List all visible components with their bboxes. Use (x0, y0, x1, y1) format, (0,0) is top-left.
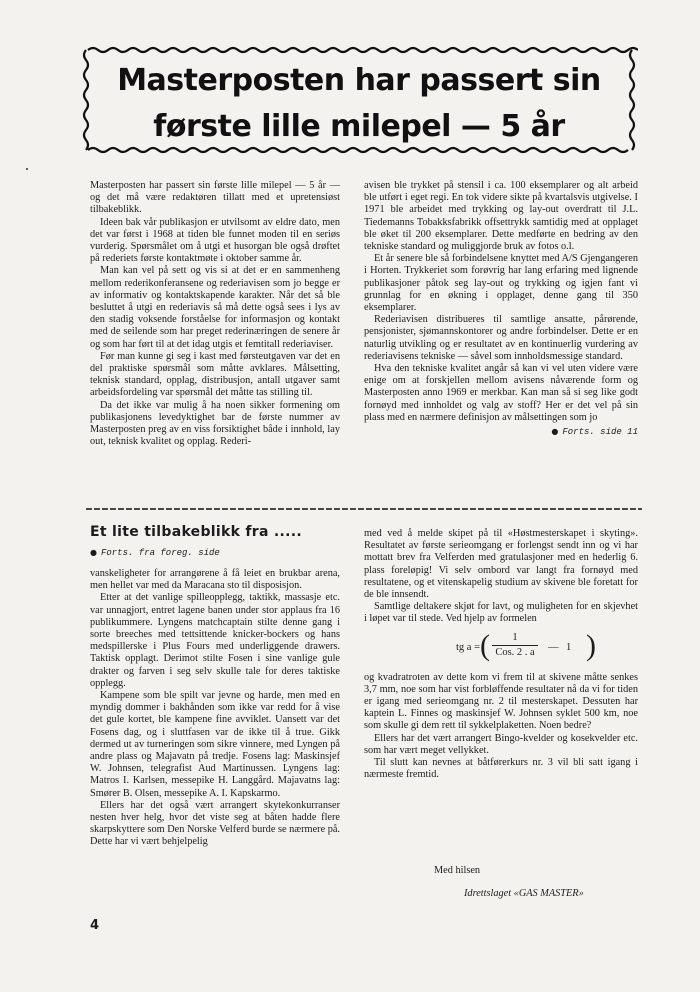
paragraph: og kvadratroten av dette kom vi frem til at skivene måtte senkes 3,7 mm, noe som har vist forbløffende resultater nå da vi for tiden er igang med serieomgang nr. 2 til mesterskapet. Dessuten har kaptein L. Finnes og maskinsjef W. Johnsen syklet 500 km, noe som skulle gi dem rett til sykkelplaketten. Noen bedre? (364, 671, 638, 732)
signoff-greeting: Med hilsen (434, 865, 481, 876)
title-frame (80, 44, 638, 156)
bullet-icon: ● (90, 548, 97, 557)
paragraph: Ideen bak vår publikasjon er utvilsomt av eldre dato, men det var først i 1968 at tiden ble funnet moden til en seriøs vurderig. Spørsmålet om å utgi et husorgan ble også drøftet på rederiets første kontaktmøte i oktober samme år. (90, 216, 340, 265)
continued-from-text: Forts. fra foreg. side (100, 548, 220, 558)
paragraph: vanskeligheter for arrangørene å få leiet en brukbar arena, men hellet var med da Maracana sto til disposisjon. (90, 568, 340, 592)
page-number: 4 (90, 918, 100, 933)
paragraph: Masterposten har passert sin første lille milepel — 5 år — og det må være redaktøren tillatt med et upretensiøst tilbakeblikk. (90, 180, 340, 216)
paragraph: Samtlige deltakere skjøt for lavt, og muligheten for en skjevhet i løpet var til stede. Ved hjelp av formelen (364, 601, 638, 625)
formula-denominator: Cos. 2 . a (495, 646, 535, 658)
formula-minus: — (548, 641, 559, 653)
signoff (434, 864, 634, 900)
open-paren-icon: ( (480, 628, 490, 662)
article-column-1 (90, 180, 340, 448)
continued-from-note (90, 548, 340, 558)
paragraph: Man kan vel på sett og vis si at det er en sammenheng mellom rederikonferansene og rederiavisen som jo begge er av informativ og kontaktskapende karakter. Når det så ble besluttet å utgi en rederiavis så må dette også sees i lys av den stadig voksende forståelse for informasjon og kontakt med de seilende som har preget rederinæringen de senere år og som har ført til at det idag utgis et femtitall rederiaviser. (90, 265, 340, 350)
formula (364, 630, 638, 666)
continued-note (364, 426, 638, 438)
paragraph: avisen ble trykket på stensil i ca. 100 eksemplarer og alt arbeid ble utført i eget regi. En tok videre sikte på kvartalsvis utgivelse. I 1971 ble arbeidet med trykking og lay-out overdratt til J.L. Tiedemanns Tobakksfabrikk offsettrykk samtidig med at opplaget ble øket til 200 eksemplarer. Dette medførte en bedring av den tekniske standard og muliggjorde bruk av fotos o.l. (364, 180, 638, 253)
article2-column-2 (364, 528, 638, 781)
formula-one: 1 (566, 641, 572, 653)
title-line-1: Masterposten har passert sin (117, 63, 601, 98)
continued-text: Forts. side 11 (562, 427, 638, 438)
close-paren-icon: ) (586, 628, 596, 662)
paragraph: Rederiavisen distribueres til samtlige ansatte, pårørende, pensjonister, sjømannskontorer og andre forbindelser. Dette er en naturlig utvikling og er resultatet av en kontinuerlig vurdering av rederiavisens tekniske — såvel som innholdsmessige standard. (364, 314, 638, 362)
paragraph: Et år senere ble så forbindelsene knyttet med A/S Gjengangeren i Horten. Trykkeriet som forøvrig har lang erfaring med lignende publikasjoner påtok seg lay-out og trykking og igjen fant vi grunnlag for en økning i opplaget, denne gang til 350 eksemplarer. (364, 253, 638, 314)
paragraph: Etter at det vanlige spilleopplegg, taktikk, massasje etc. var unnagjort, entret lagene banen under stor applaus fra 16 publikummere. Lyngens matchcaptain stilte denne gang i sorte breeches med tettsittende knicker-bockers og hans medspillerske i Plus Fours med underliggende drawers. Taktisk opplagt. Derimot stilte Fosen i sine vanlige gule drakter og farven i seg selv skulle tale for deres taktiske opplegg. (90, 592, 340, 689)
bullet-icon: ● (551, 427, 559, 437)
paragraph: Hva den tekniske kvalitet angår så kan vi vel uten videre være enige om at forskjellen mellom avisens nåværende form og Masterposten anno 1969 er merkbar. Kan man så si seg like godt fornøyd med innholdet og valg av stoff? Her er det vel på sin plass med en nærmere definisjon av målsettingen som jo (364, 363, 638, 423)
paragraph: Ellers har det også vært arrangert skytekonkurranser nesten hver helg, hvor det viste seg at båten hadde flere skarpskyttere som Den Norske Velferd burde se nærmere på. Dette har vi vært behjelpelig (90, 799, 341, 848)
section-heading: Et lite tilbakeblikk fra ..... (90, 524, 302, 540)
paragraph: Da det ikke var mulig å ha noen sikker formening om publikasjonens levedyktighet bar de første nummer av Masterposten preg av en viss forsiktighet både i innhold, lay out, teknisk kvalitet og opplag. Rederi- (90, 399, 340, 448)
title-line-2: første lille milepel — 5 år (153, 109, 565, 144)
formula-lhs: tg a = (456, 641, 480, 653)
paragraph: med ved å melde skipet på til «Høstmesterskapet i skyting». Resultatet av første serieomgang er forlengst sendt inn og vi har mottatt brev fra Velferden med gratulasjoner med en hederlig 6. plass foreløpig! Vi selv ombord var langt fra fornøyd med resultatene, og et vitenskapelig studium av skivene ble foretatt for de ble innsendt. (364, 528, 638, 601)
article-column-2 (364, 180, 638, 438)
paragraph: Før man kunne gi seg i kast med førsteutgaven var det en del praktiske spørsmål som måtte avklares. Målsetting, teknisk standard, opplag, distribusjon, antall utgaver samt arbeidsfordeling var spørsmål det måtte tas stilling til. (90, 350, 340, 399)
section-divider (86, 507, 642, 513)
paragraph: Til slutt kan nevnes at båtførerkurs nr. 3 vil bli satt igang i nærmeste fremtid. (364, 757, 638, 781)
article2-column-1 (90, 568, 340, 849)
signoff-club: Idrettslaget «GAS MASTER» (464, 888, 584, 899)
page-title (100, 58, 618, 150)
formula-numerator: 1 (492, 632, 538, 646)
formula-fraction (492, 632, 538, 659)
paragraph: Ellers har det vært arrangert Bingo-kvelder og kosekvelder etc. som har vært meget vellykket. (364, 732, 638, 756)
paragraph: Kampene som ble spilt var jevne og harde, men med en myndig dommer i bakhånden som ikke var redd for å vise det gule kortet, ble kampene fine avviklet. Uansett var det Fosens dag, og i sluttfasen var de ikke til å true. Gikk dermed ut av turneringen som sikre vinnere, med Lyngen på andre plass og Majavatn på tredje. Fosens lag: Maskinsjef W. Johnsen, telegrafist Aud Martinussen. Lyngens lag: Matros I. Karlsen, messepike H. Langgård. Majavatns lag: Smører B. Olsen, messepike A. I. Kapskarmo. (90, 690, 340, 799)
speck-mark (26, 168, 28, 170)
